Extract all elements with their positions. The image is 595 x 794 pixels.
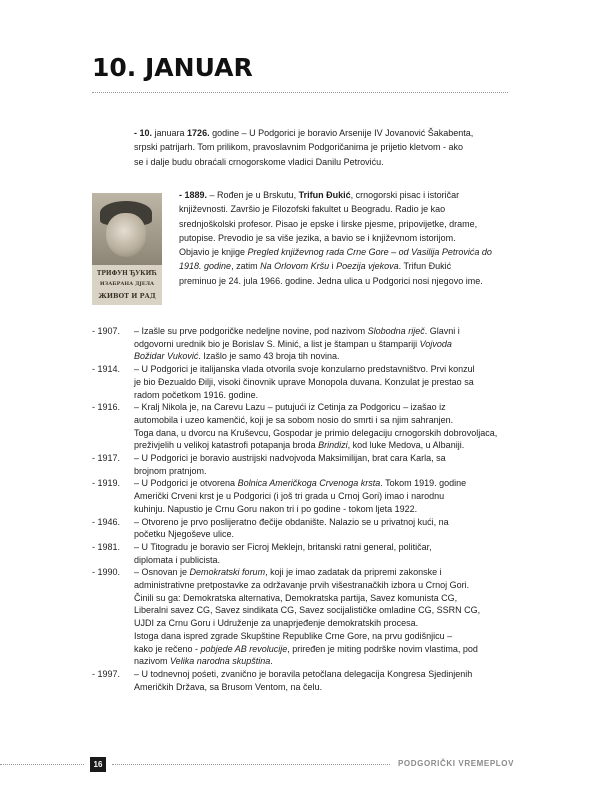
event-line: Američkih Država, sa Brusom Ventom, na čelu. xyxy=(134,681,323,692)
forum-name: Demokratski forum xyxy=(189,567,266,578)
event-text-part: kako je rečeno - xyxy=(134,643,201,654)
intro-line-2: srpski patrijarh. Tom prilikom, pravoslavnim Podgoričanima je prijetio kletvom - ako xyxy=(134,142,463,153)
event-text-part: – U Podgorici je otvorena xyxy=(134,478,238,489)
event-entry xyxy=(92,477,512,515)
bio-year: - 1889. xyxy=(179,190,208,200)
event-line: Činili su ga: Demokratska alternativa, Demokratska partija, Savez komunista CG, xyxy=(134,592,458,603)
event-year: - 1907. xyxy=(92,326,121,336)
event-text xyxy=(134,477,512,515)
ship-name: Brindizi xyxy=(318,440,348,451)
event-line: je bio Đezualdo Đilji, visoki činovnik uprave Monopola duvana. Konzulat je prestao sa xyxy=(134,376,474,387)
event-year: - 1990. xyxy=(92,567,121,578)
event-line: Američki Crveni krst je u Podgorici (i još tri grada u Crnoj Gori) imao i narodnu xyxy=(134,491,445,502)
portrait-face xyxy=(106,213,146,257)
event-entry xyxy=(92,566,512,668)
event-line: brojnom pratnjom. xyxy=(134,465,207,476)
event-line: Toga dana, u dvorcu na Kruševcu, Gospodar je primio delegaciju crnogorskih dobrovoljaca, xyxy=(134,427,498,438)
event-text-part: , kod luke Medova, u Albaniji. xyxy=(347,440,465,451)
event-text-part: , koji je imao zadatak da pripremi zakonske i xyxy=(265,567,442,578)
bio-line-3: srednjoškolski profesor. Pisao je epske i lirske pjesme, pripovijetke, drame, xyxy=(179,218,478,229)
bio-line-6d: i xyxy=(329,261,337,272)
event-line: Liberalni savez CG, Savez sindikata CG, Savez socijalističke omladine CG, SSRN CG, xyxy=(134,605,481,616)
event-line: – U todnevnoj pośeti, zvanično je boravila petočlana delegacija Kongresa Sjedinjenih xyxy=(134,668,473,679)
newspaper-title: Slobodna riječ xyxy=(367,326,425,336)
event-line: – Otvoreno je prvo poslijeratno đečije obdanište. Nalazio se u privatnoj kući, na xyxy=(134,516,449,527)
bio-line-1-rest: , crnogorski pisac i istoričar xyxy=(350,190,460,200)
event-text xyxy=(134,668,512,693)
page-number: 16 xyxy=(90,757,106,772)
event-text-part: nazivom xyxy=(134,656,171,667)
event-text xyxy=(134,363,512,401)
bio-line-2: književnosti. Završio je Filozofski fakultet u Beogradu. Radio je kao xyxy=(179,204,446,215)
event-text xyxy=(134,325,512,363)
event-entry xyxy=(92,516,512,541)
event-text-part: , priređen je miting podrške novim vlastima, pod xyxy=(287,643,478,654)
events-list xyxy=(92,325,512,693)
footer-divider-left xyxy=(0,764,84,765)
event-year: - 1916. xyxy=(92,402,121,413)
event-text-part: . Glavni i xyxy=(424,326,460,336)
bio-book-title-3: Poezija vjekova xyxy=(336,261,399,272)
event-year: - 1917. xyxy=(92,453,121,464)
footer-divider-middle xyxy=(112,764,390,765)
event-entry xyxy=(92,363,512,401)
event-text xyxy=(134,452,512,477)
event-entry xyxy=(92,401,512,452)
page-title: 10. JANUAR xyxy=(92,53,253,82)
event-year: - 1919. xyxy=(92,478,121,489)
intro-paragraph xyxy=(134,126,500,169)
cover-text-title: ЖИВОТ И РАД xyxy=(98,292,156,300)
bio-book-title-2: Na Orlovom Kršu xyxy=(260,261,330,272)
event-line: automobila i uzeo kamenčić, koji je sa sobom nosio do smrti i sa njim sahranjen. xyxy=(134,414,454,425)
event-line: početku Njegoševe ulice. xyxy=(134,529,235,540)
event-line: kuhinju. Napustio je Crnu Goru nakon tri i po godine - tokom ljeta 1922. xyxy=(134,503,418,514)
event-text-part: – Izašle su prve podgoričke nedeljne novine, pod nazivom xyxy=(134,326,368,336)
event-line: – Kralj Nikola je, na Carevu Lazu – putujući iz Cetinja za Podgoricu – izašao iz xyxy=(134,402,446,413)
event-line: diplomata i publicista. xyxy=(134,554,221,565)
event-year: - 1981. xyxy=(92,541,121,552)
bio-line-7: preminuo je 24. jula 1966. godine. Jedna ulica u Podgorici nosi njegovo ime. xyxy=(179,275,483,286)
event-text xyxy=(134,566,512,668)
event-entry xyxy=(92,452,512,477)
printing-house-name: Božidar Vuković xyxy=(134,351,199,362)
bio-line-4: putopise. Prevodio je sa više jezika, a bavio se i književnom istorijom. xyxy=(179,232,456,243)
bio-line-6b: , zatim xyxy=(231,261,261,272)
bio-line-5a: Objavio je knjige xyxy=(179,247,248,258)
event-text xyxy=(134,541,512,566)
intro-line-3: se i dalje budu obraćali crnogorskome vladici Danilu Petroviću. xyxy=(134,156,384,167)
running-footer-title: PODGORIČKI VREMEPLOV xyxy=(398,759,515,768)
revolution-name: pobjede AB revolucije xyxy=(200,643,288,654)
bio-dash: – Rođen je u Brskutu, xyxy=(207,190,299,200)
event-line: UJDI za Crnu Goru i Udruženje za unaprjeđenje demokratskih procesa. xyxy=(134,618,419,629)
intro-year: 1726. xyxy=(187,128,210,138)
cover-text-author: ТРИФУН ЂУКИЋ xyxy=(96,270,158,277)
event-text-part: – Osnovan je xyxy=(134,567,190,578)
event-line: radom početkom 1916. godine. xyxy=(134,389,259,400)
event-year: - 1914. xyxy=(92,364,121,375)
event-entry xyxy=(92,325,512,363)
bio-line-6f: . Trifun Đukić xyxy=(398,261,452,272)
cover-text-subtitle: ИЗАБРАНА ДЈЕЛА xyxy=(99,281,155,287)
event-text xyxy=(134,516,512,541)
event-year: - 1997. xyxy=(92,668,121,679)
event-year: - 1946. xyxy=(92,516,121,527)
event-text-part: preživjelih u velikoj katastrofi potapanja broda xyxy=(134,440,319,451)
event-line: – U Podgorici je italijanska vlada otvorila svoje konzularno predstavništvo. Prvi konzul xyxy=(134,364,475,375)
event-text-part: . xyxy=(270,656,273,667)
event-line: – U Podgorici je boravio austrijski nadvojvoda Maksimilijan, brat cara Karla, sa xyxy=(134,453,446,464)
event-line: – U Titogradu je boravio ser Ficroj Meklejn, britanski ratni general, političar, xyxy=(134,541,432,552)
event-line: Istoga dana ispred zgrade Skupštine Republike Crne Gore, na prvu godišnjicu – xyxy=(134,630,453,641)
title-divider xyxy=(92,92,508,93)
event-entry xyxy=(92,668,512,693)
event-entry xyxy=(92,541,512,566)
hospital-name: Bolnica Američkoga Crvenoga krsta xyxy=(237,478,381,489)
bio-paragraph xyxy=(179,188,499,288)
bio-name: Trifun Đukić xyxy=(298,190,351,200)
intro-line-1: godine – U Podgorici je boravio Arsenije IV Jovanović Šakabenta, xyxy=(209,128,474,138)
event-text xyxy=(134,401,512,452)
book-cover-portrait-image xyxy=(92,193,162,305)
event-text-part: . Tokom 1919. godine xyxy=(380,478,467,489)
intro-date: januara xyxy=(152,128,188,138)
rally-name: Velika narodna skupština xyxy=(170,656,271,667)
bio-book-title-1-end: 1918. godine xyxy=(179,261,232,272)
event-text-part: . Izašlo je samo 43 broja tih novina. xyxy=(198,351,340,362)
bio-book-title-1: Pregled književnog rada Crne Gore – od Vasilija Petrovića do xyxy=(247,247,492,258)
printing-house-name: Vojvoda xyxy=(419,338,452,349)
intro-prefix: - 10. xyxy=(134,128,153,138)
event-text-part: odgovorni urednik bio je Borislav S. Minić, a list je štampan u štampariji xyxy=(134,338,420,349)
event-line: administrativne pretpostavke za održavanje prvih višestranačkih izbora u Crnoj Gori. xyxy=(134,580,470,591)
